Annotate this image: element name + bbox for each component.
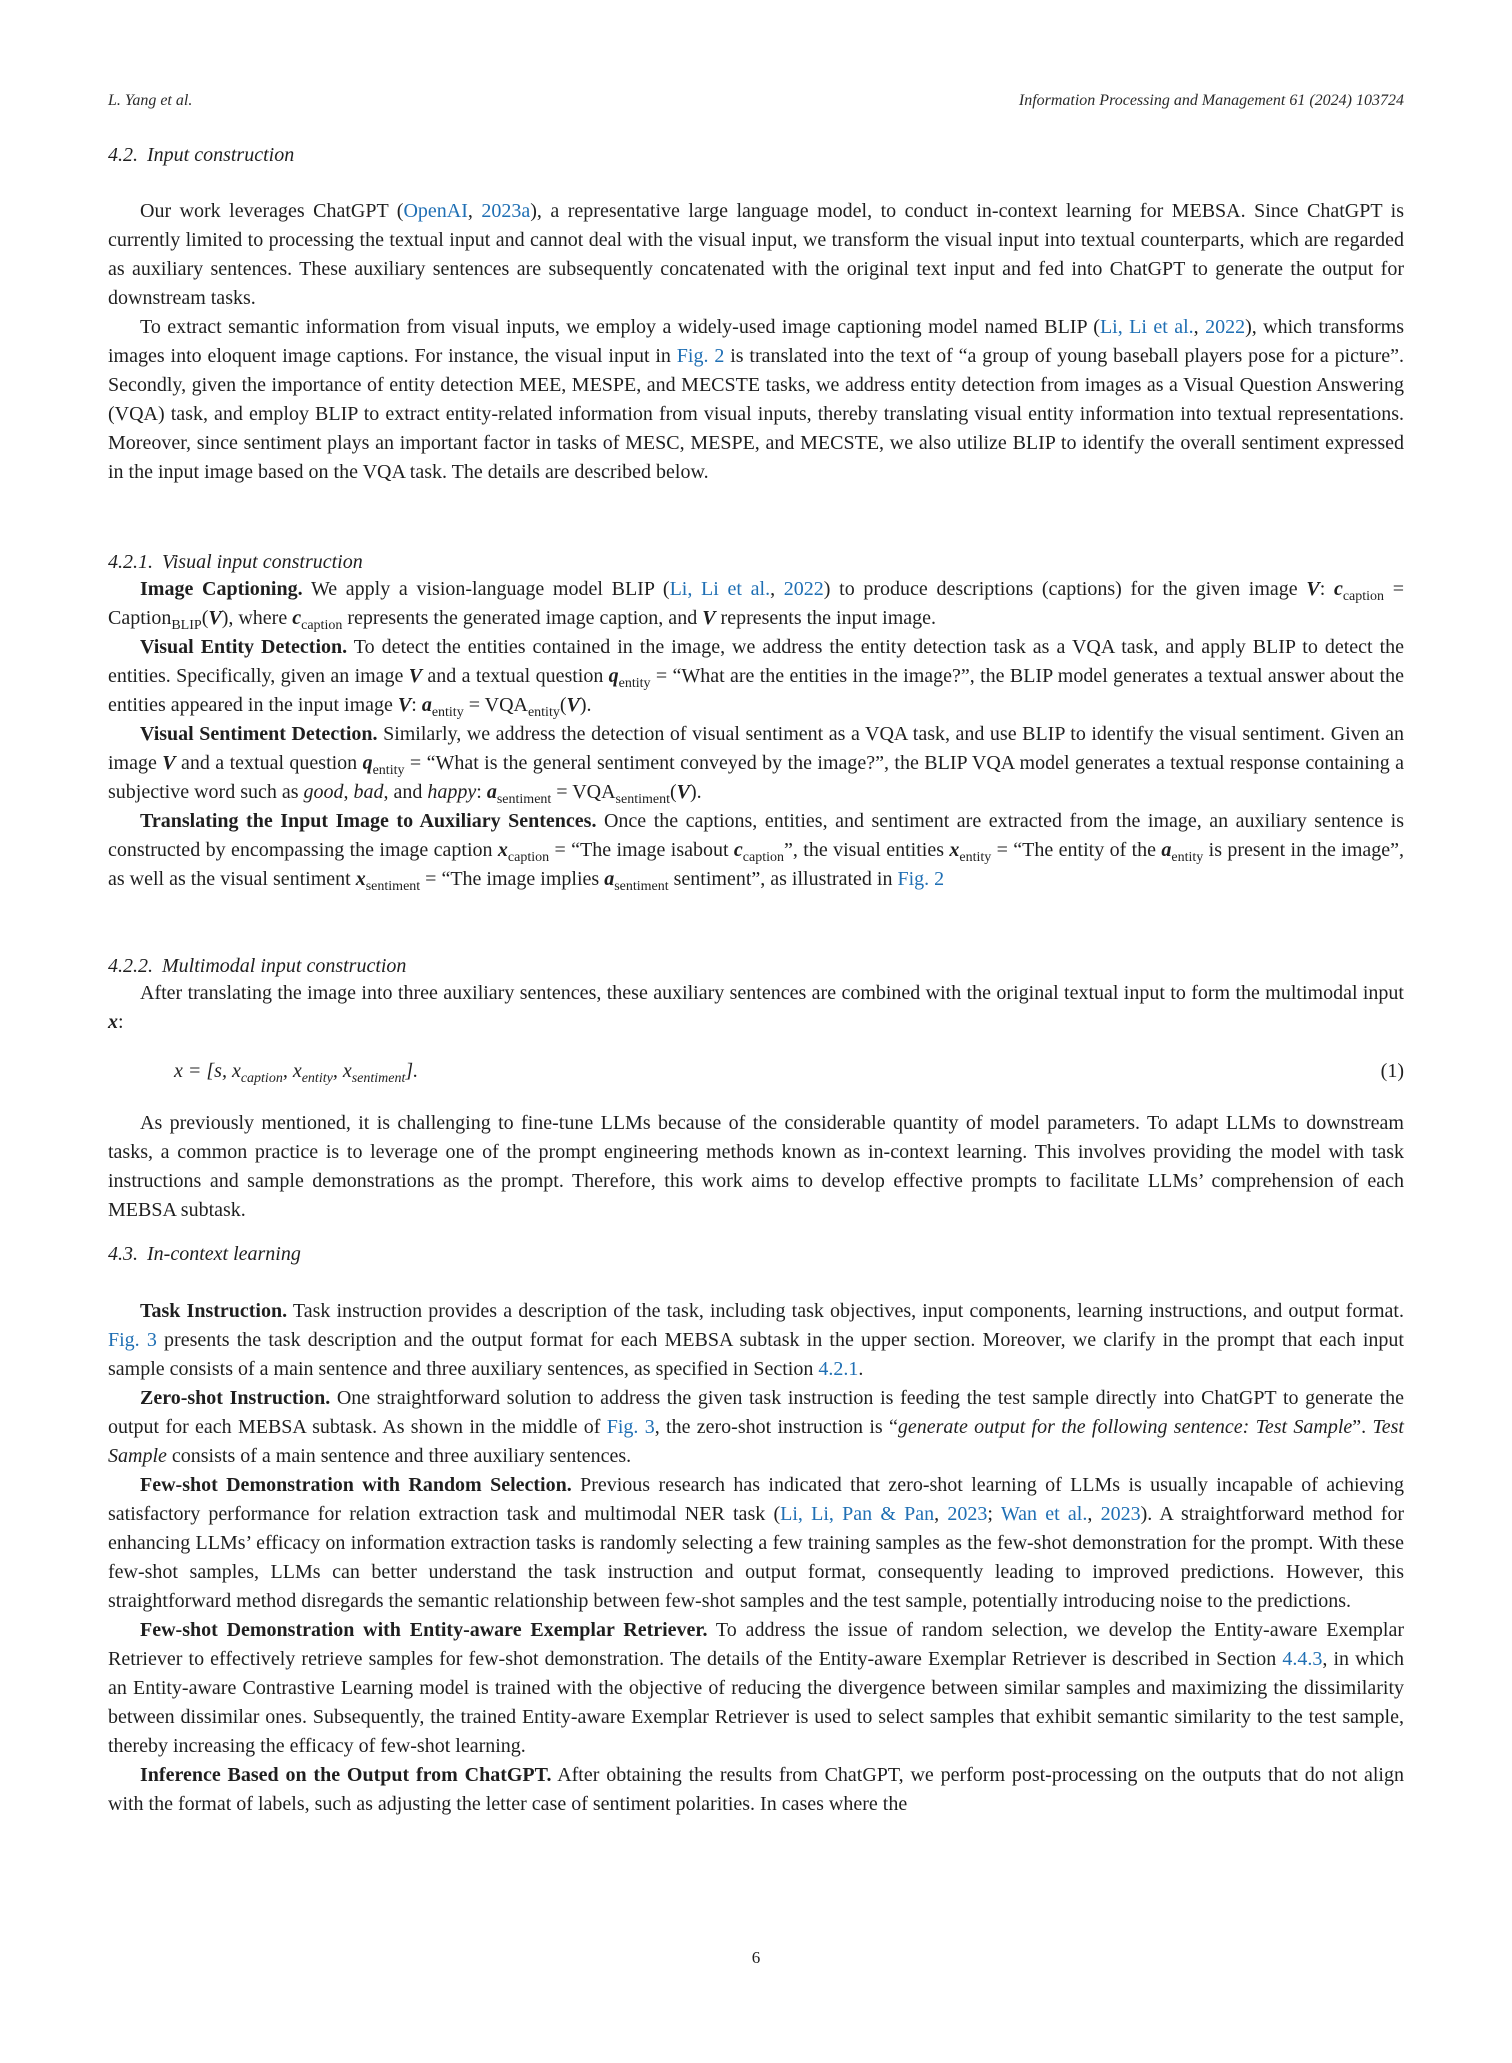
citation-link[interactable]: Wan et al. xyxy=(1000,1503,1088,1525)
paragraph-auxiliary-sentences: Translating the Input Image to Auxiliary Sentences. Once the captions, entities, and sentiment are extracted from the image, an auxiliary sentence is constructed by encompassing the image caption $x_{caption}$ = “The image isabout $c_{caption}$”, the visual entities $x_{entity}$ = “The entity of the $a_{entity}$ is present in the image”, as well as the visual sentiment $x_{sentiment}$ = “The image implies $a_{sentiment}$ sentiment”, as illustrated in Fig. 2 xyxy=(108,810,1404,894)
section-4-2-2-intro xyxy=(108,979,1404,1037)
header-authors: L. Yang et al. xyxy=(108,92,193,109)
paragraph-multimodal-input: After translating the image into three auxiliary sentences, these auxiliary sentences are combined with the original textual input to form the multimodal input x: xyxy=(108,982,1404,1033)
section-number: 4.2. xyxy=(108,144,138,166)
section-4-2-2-body xyxy=(108,1109,1404,1225)
citation-link[interactable]: Li, Li et al. xyxy=(669,578,771,600)
paragraph-in-context-motivation: As previously mentioned, it is challenging to fine-tune LLMs because of the considerable quantity of model parameters. To adapt LLMs to downstream tasks, a common practice is to leverage one of the prompt engineering methods known as in-context learning. This involves providing the model with task instructions and sample demonstrations as the prompt. Therefore, this work aims to develop effective prompts to facilitate LLMs’ comprehension of each MEBSA subtask. xyxy=(108,1112,1404,1221)
paragraph-few-shot-retriever: Few-shot Demonstration with Entity-aware Exemplar Retriever. To address the issue of random selection, we develop the Entity-aware Exemplar Retriever to effectively retrieve samples for few-shot demonstration. The details of the Entity-aware Exemplar Retriever is described in Section 4.4.3, in which an Entity-aware Contrastive Learning model is trained with the objective of reducing the divergence between similar samples and maximizing the dissimilarity between dissimilar ones. Subsequently, the trained Entity-aware Exemplar Retriever is used to select samples that exhibit semantic similarity to the test sample, thereby increasing the efficacy of few-shot learning. xyxy=(108,1619,1404,1757)
citation-link[interactable]: 2023 xyxy=(1100,1503,1141,1525)
paragraph-visual-sentiment-detection: Visual Sentiment Detection. Similarly, we address the detection of visual sentiment as a VQA task, and use BLIP to identify the visual sentiment. Given an image V and a textual question $q_{entity}$ = “What is the general sentiment conveyed by the image?”, the BLIP VQA model generates a textual response containing a subjective word such as good, bad, and happy: $a_{sentiment} = VQA_{sentiment}(V)$. xyxy=(108,723,1405,807)
citation-link[interactable]: Li, Li, Pan & Pan xyxy=(780,1503,935,1525)
equation-number: (1) xyxy=(1380,1060,1404,1082)
figure-link[interactable]: Fig. 2 xyxy=(676,345,725,367)
header-journal: Information Processing and Management 61 (2024) 103724 xyxy=(1018,92,1404,109)
paragraph-4-2-2: To extract semantic information from visual inputs, we employ a widely-used image captioning model named BLIP (Li, Li et al., 2022), which transforms images into eloquent image captions. For instance, the visual input in Fig. 2 is translated into the text of “a group of young baseball players pose for a picture”. Secondly, given the importance of entity detection MEE, MESPE, and MECSTE tasks, we address entity detection from images as a Visual Question Answering (VQA) task, and employ BLIP to extract entity-related information from visual inputs, thereby translating visual entity information into textual representations. Moreover, since sentiment plays an important factor in tasks of MESC, MESPE, and MECSTE, we also utilize BLIP to identify the overall sentiment expressed in the input image based on the VQA task. The details are described below. xyxy=(108,316,1405,483)
figure-link[interactable]: Fig. 3 xyxy=(108,1329,157,1351)
equation-body: x = [s, $x_{caption}$, $x_{entity}$, $x_{sentiment}$]. xyxy=(174,1060,419,1086)
section-link[interactable]: 4.2.1 xyxy=(818,1358,859,1380)
citation-link[interactable]: Li, Li et al. xyxy=(1099,316,1194,338)
section-heading-4-2-1: 4.2.1. Visual input construction xyxy=(108,551,363,573)
section-heading-4-2 xyxy=(108,142,1404,168)
section-heading-4-2-2: 4.2.2. Multimodal input construction xyxy=(108,955,407,977)
paragraph-few-shot-random: Few-shot Demonstration with Random Selection. Previous research has indicated that zero-shot learning of LLMs is usually incapable of achieving satisfactory performance for relation extraction task and multimodal NER task (Li, Li, Pan & Pan, 2023; Wan et al., 2023). A straightforward method for enhancing LLMs’ efficacy on information extraction tasks is randomly selecting a few training samples as the few-shot demonstration for the prompt. With these few-shot samples, LLMs can better understand the task instruction and output format, consequently leading to improved predictions. However, this straightforward method disregards the semantic relationship between few-shot samples and the test sample, potentially introducing noise to the predictions. xyxy=(108,1474,1405,1612)
citation-link[interactable]: 2023a xyxy=(481,200,531,222)
citation-link[interactable]: 2022 xyxy=(783,578,824,600)
citation-link[interactable]: 2022 xyxy=(1205,316,1246,338)
citation-link[interactable]: 2023 xyxy=(947,1503,988,1525)
figure-link[interactable]: Fig. 3 xyxy=(606,1416,655,1438)
section-link[interactable]: 4.4.3 xyxy=(1282,1648,1323,1670)
section-4-2-body xyxy=(108,197,1404,487)
figure-link[interactable]: Fig. 2 xyxy=(897,868,945,890)
section-4-2-1-body xyxy=(108,575,1404,894)
paragraph-task-instruction: Task Instruction. Task instruction provides a description of the task, including task objectives, input components, learning instructions, and output format. Fig. 3 presents the task description and the output format for each MEBSA subtask in the upper section. Moreover, we clarify in the prompt that each input sample consists of a main sentence and three auxiliary sentences, as specified in Section 4.2.1. xyxy=(108,1300,1404,1380)
paragraph-image-captioning: Image Captioning. We apply a vision-language model BLIP (Li, Li et al., 2022) to produce descriptions (captions) for the given image V: $c_{caption}$ = Caption$_{BLIP}$(V), where $c_{caption}$ represents the generated image caption, and V represents the input image. xyxy=(108,578,1405,633)
citation-link[interactable]: OpenAI xyxy=(403,200,468,222)
section-heading-4-3: 4.3. In-context learning xyxy=(108,1243,301,1265)
paragraph-zero-shot: Zero-shot Instruction. One straightforward solution to address the given task instruction is feeding the test sample directly into ChatGPT to generate the output for each MEBSA subtask. As shown in the middle of Fig. 3, the zero-shot instruction is “generate output for the following sentence: Test Sample”. Test Sample consists of a main sentence and three auxiliary sentences. xyxy=(108,1387,1404,1467)
paragraph-visual-entity-detection: Visual Entity Detection. To detect the entities contained in the image, we address the entity detection task as a VQA task, and apply BLIP to detect the entities. Specifically, given an image V and a textual question $q_{entity}$ = “What are the entities in the image?”, the BLIP model generates a textual answer about the entities appeared in the input image V: $a_{entity} = VQA_{entity}(V)$. xyxy=(108,636,1404,720)
paragraph-4-2-1: Our work leverages ChatGPT (OpenAI, 2023a), a representative large language model, to conduct in-context learning for MEBSA. Since ChatGPT is currently limited to processing the textual input and cannot deal with the visual input, we transform the visual input into textual counterparts, which are regarded as auxiliary sentences. These auxiliary sentences are subsequently concatenated with the original text input and fed into ChatGPT to generate the output for downstream tasks. xyxy=(108,200,1405,309)
section-4-3-body xyxy=(108,1297,1404,1819)
section-title: Input construction xyxy=(147,144,295,166)
page-number: 6 xyxy=(751,1948,761,1967)
paragraph-inference: Inference Based on the Output from ChatGPT. After obtaining the results from ChatGPT, we perform post-processing on the outputs that do not align with the format of labels, such as adjusting the letter case of sentiment polarities. In cases where the xyxy=(108,1764,1404,1815)
